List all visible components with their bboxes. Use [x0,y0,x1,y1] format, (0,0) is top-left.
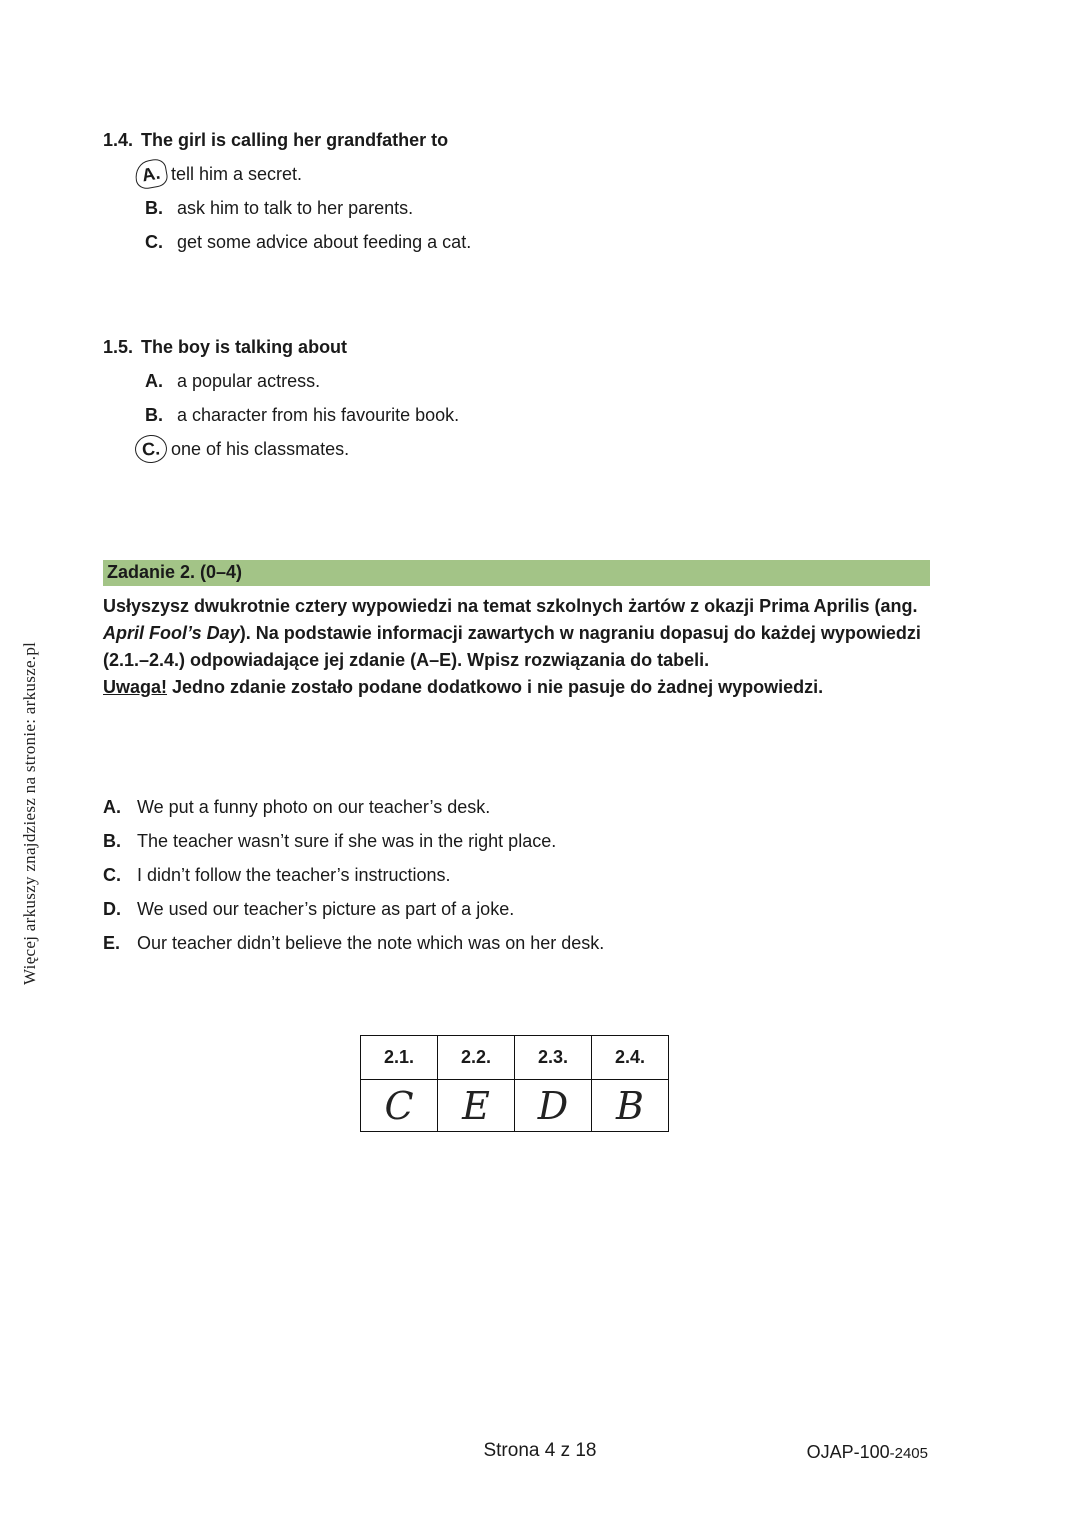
question-number: 1.5. [103,337,134,357]
task-2-statements [103,790,604,960]
document-code [807,1442,928,1463]
document-code-suffix: -2405 [889,1445,928,1462]
instructions-book-title: April Fool’s Day [103,623,240,643]
statement-letter: A. [103,796,121,817]
instructions-part2: ). Na podstawie informacji zawartych w nagraniu dopasuj do każdej wypowiedzi (2.1.–2.4.) odpowiadające jej zdanie (A–E). Wpisz rozwiązania do tabeli. [103,623,921,670]
option-text: get some advice about feeding a cat. [177,231,472,252]
option-text: a character from his favourite book. [177,404,460,425]
statement-e [103,926,604,960]
option-letter: B. [145,197,163,218]
option-text: ask him to talk to her parents. [177,197,414,218]
statement-text: Our teacher didn’t believe the note which was on her desk. [137,932,605,953]
option-letter: A. [145,370,163,391]
option-row-c [103,432,459,466]
task-2-section [103,560,930,701]
handwritten-answer: E [438,1080,515,1132]
question-1-4-head [103,130,471,151]
option-text: one of his classmates. [171,438,350,459]
option-letter: B. [145,404,163,425]
handwritten-answer: C [361,1080,438,1132]
statement-d [103,892,604,926]
option-letter-circled: A. [133,157,169,190]
question-prompt: The girl is calling her grandfather to [141,130,449,150]
option-row-c [103,225,471,259]
option-row-a [103,364,459,398]
statement-text: I didn’t follow the teacher’s instructions. [137,864,451,885]
statement-b [103,824,604,858]
option-row-a [103,157,471,191]
option-row-b [103,398,459,432]
statement-text: We used our teacher’s picture as part of a joke. [137,898,515,919]
answer-col-header: 2.3. [515,1036,592,1080]
option-text: tell him a secret. [171,163,303,184]
note-label: Uwaga! [103,677,168,697]
task-2-header: Zadanie 2. (0–4) [103,560,930,586]
question-number: 1.4. [103,130,134,150]
question-1-5-options [103,364,459,466]
answer-col-header: 2.4. [592,1036,669,1080]
sidebar-watermark: Więcej arkuszy znajdziesz na stronie: arkusze.pl [20,641,39,985]
answer-table-header-row [361,1036,669,1080]
document-code-main: OJAP-100 [806,1442,890,1462]
answer-col-header: 2.1. [361,1036,438,1080]
task-2-note [103,674,930,701]
option-letter-circled: C. [134,434,168,464]
question-prompt: The boy is talking about [141,337,348,357]
handwritten-answer: D [515,1080,592,1132]
handwritten-answer: B [592,1080,669,1132]
answer-table [360,1035,669,1132]
instructions-part1: Usłyszysz dwukrotnie cztery wypowiedzi na temat szkolnych żartów z okazji Prima Aprilis (ang. [103,596,918,616]
statement-a [103,790,604,824]
option-row-b [103,191,471,225]
option-letter: C. [145,231,163,252]
statement-letter: B. [103,830,121,851]
question-1-4 [103,130,471,259]
question-1-4-options [103,157,471,259]
statement-text: The teacher wasn’t sure if she was in the right place. [137,830,557,851]
answer-col-header: 2.2. [438,1036,515,1080]
statement-letter: C. [103,864,121,885]
option-text: a popular actress. [177,370,321,391]
statement-text: We put a funny photo on our teacher’s desk. [137,796,491,817]
question-1-5 [103,337,459,466]
answer-table-answer-row [361,1080,669,1132]
statement-letter: D. [103,898,121,919]
task-2-instructions [103,593,930,674]
note-text: Jedno zdanie zostało podane dodatkowo i nie pasuje do żadnej wypowiedzi. [167,677,824,697]
question-1-5-head [103,337,459,358]
statement-letter: E. [103,932,121,953]
page-indicator: Strona 4 z 18 [483,1440,597,1461]
statement-c [103,858,604,892]
